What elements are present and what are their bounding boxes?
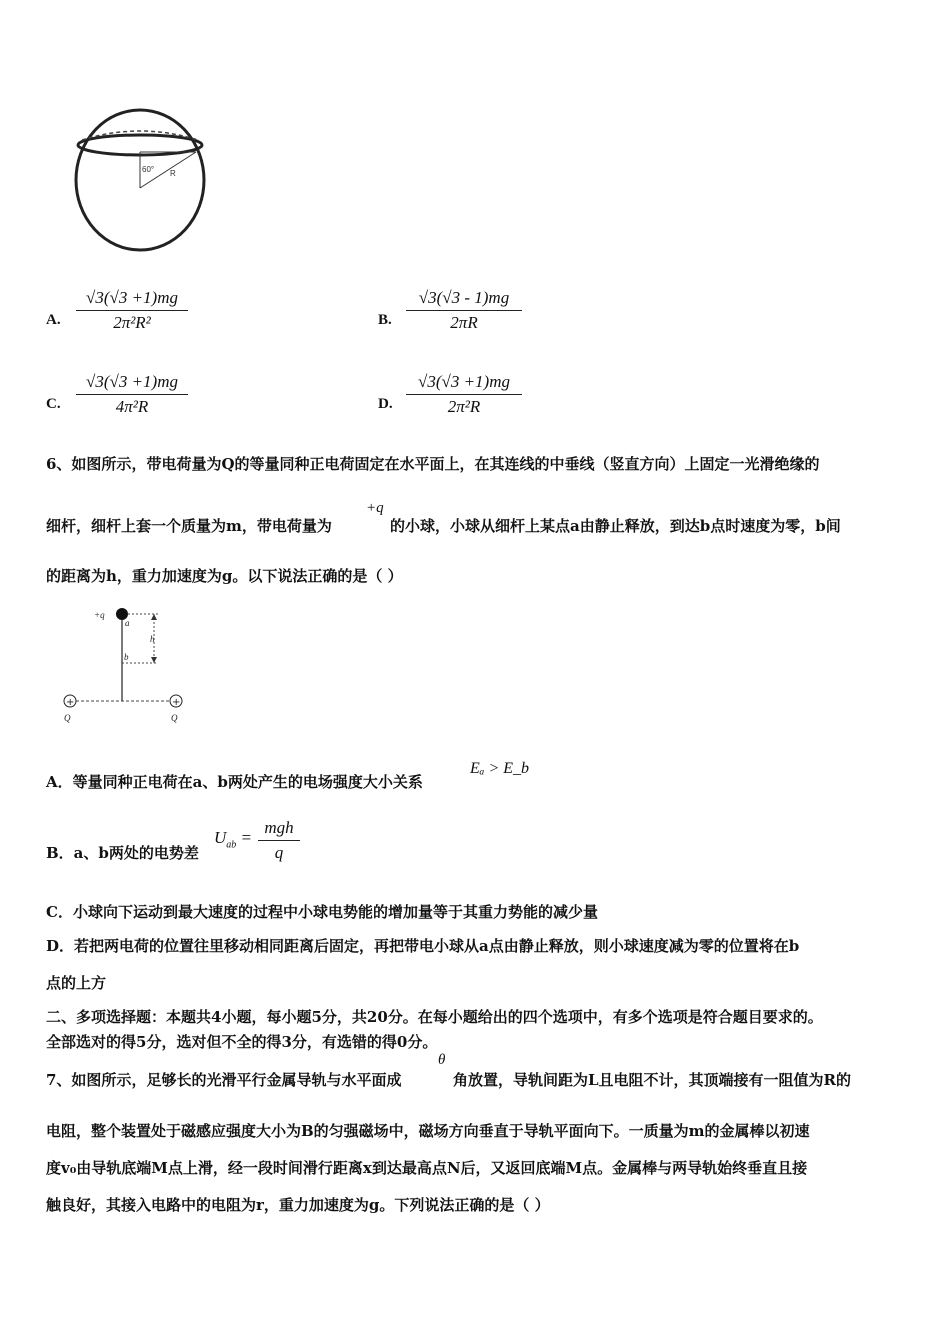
option-d-letter: D.	[378, 396, 393, 412]
section-2-line-1: 二、多项选择题：本题共4小题，每小题5分，共20分。在每小题给出的四个选项中，有多个选项是符合题目要求的。	[46, 1008, 823, 1026]
q6-option-d-line-1: D．若把两电荷的位置往里移动相同距离后固定，再把带电小球从a点由静止释放，则小球速度减为零的位置将在b	[46, 937, 800, 955]
option-c-denominator: 4π²R	[115, 397, 149, 416]
point-b-label: b	[124, 652, 129, 662]
q6-option-b-numerator: mgh	[264, 818, 294, 837]
q6-line-3: 的距离为h，重力加速度为g。以下说法正确的是（ ）	[46, 567, 403, 585]
q6-option-a-math: Eₐ > E_b	[470, 760, 530, 777]
q7-line-3: 度v₀由导轨底端M点上滑，经一段时间滑行距离x到达最高点N后，又返回底端M点。金属棒与两导轨始终垂直且接	[46, 1159, 808, 1177]
h-arrow-down	[151, 657, 157, 663]
option-b-letter: B.	[378, 312, 392, 328]
q7-theta-symbol: θ	[438, 1052, 446, 1068]
option-c-fraction	[76, 372, 188, 417]
h-arrow-up	[151, 614, 157, 620]
radius-label: R	[170, 169, 176, 178]
point-a-label: a	[125, 618, 130, 628]
section-2-line-2: 全部选对的得5分，选对但不全的得3分，有选错的得0分。	[46, 1033, 438, 1051]
option-d-fraction	[406, 372, 522, 417]
q6-option-d-line-2: 点的上方	[46, 974, 107, 992]
option-a-denominator: 2π²R²	[113, 313, 151, 332]
option-d-denominator: 2π²R	[447, 397, 481, 416]
q6-option-b-denominator: q	[274, 843, 284, 862]
svg-text:+: +	[172, 697, 181, 708]
height-label: h	[150, 634, 155, 644]
right-q-label: Q	[171, 713, 178, 723]
q6-option-b-lhs: $U_{ab}$ =	[214, 828, 253, 851]
u-subscript: ab	[226, 839, 237, 851]
q6-line-1: 6、如图所示，带电荷量为Q的等量同种正电荷固定在水平面上，在其连线的中垂线（竖直方向）上固定一光滑绝缘的	[46, 455, 820, 473]
option-c-numerator: √3(√3 +1)mg	[86, 372, 178, 391]
sphere-ring-figure	[66, 100, 216, 255]
q6-option-b: B．a、b两处的电势差	[46, 844, 199, 862]
q7-line-1a: 7、如图所示，足够长的光滑平行金属导轨与水平面成	[46, 1071, 402, 1089]
option-c-letter: C.	[46, 396, 61, 412]
option-a-letter: A.	[46, 312, 61, 328]
q6-line-2b: 的小球，小球从细杆上某点a由静止释放，到达b点时速度为零，b间	[390, 517, 841, 535]
plus-q-label: +q	[94, 610, 105, 620]
q7-line-4: 触良好，其接入电路中的电阻为r，重力加速度为g。下列说法正确的是（ ）	[46, 1196, 550, 1214]
option-b-numerator: √3(√3 - 1)mg	[418, 288, 510, 307]
q6-option-a: A．等量同种正电荷在a、b两处产生的电场强度大小关系	[46, 773, 423, 791]
q6-option-c: C．小球向下运动到最大速度的过程中小球电势能的增加量等于其重力势能的减少量	[46, 903, 598, 921]
option-d-numerator: √3(√3 +1)mg	[418, 372, 510, 391]
q6-option-b-fraction	[258, 818, 300, 863]
option-a-fraction	[76, 288, 188, 333]
q7-line-2: 电阻，整个装置处于磁感应强度大小为B的匀强磁场中，磁场方向垂直于导轨平面向下。一质量为m的金属棒以初速	[46, 1122, 810, 1140]
left-q-label: Q	[64, 713, 71, 723]
u-symbol: U	[214, 828, 227, 847]
option-b-fraction	[406, 288, 522, 333]
q7-line-1b: 角放置，导轨间距为L且电阻不计，其顶端接有一阻值为R的	[453, 1071, 852, 1089]
option-a-numerator: √3(√3 +1)mg	[86, 288, 178, 307]
svg-text:+: +	[66, 697, 75, 708]
option-b-denominator: 2πR	[450, 313, 478, 332]
angle-label: 60°	[142, 165, 155, 174]
charges-rod-figure	[44, 600, 194, 730]
q6-line-2a: 细杆，细杆上套一个质量为m，带电荷量为	[46, 517, 332, 535]
q6-charge-symbol: +q	[366, 500, 384, 516]
